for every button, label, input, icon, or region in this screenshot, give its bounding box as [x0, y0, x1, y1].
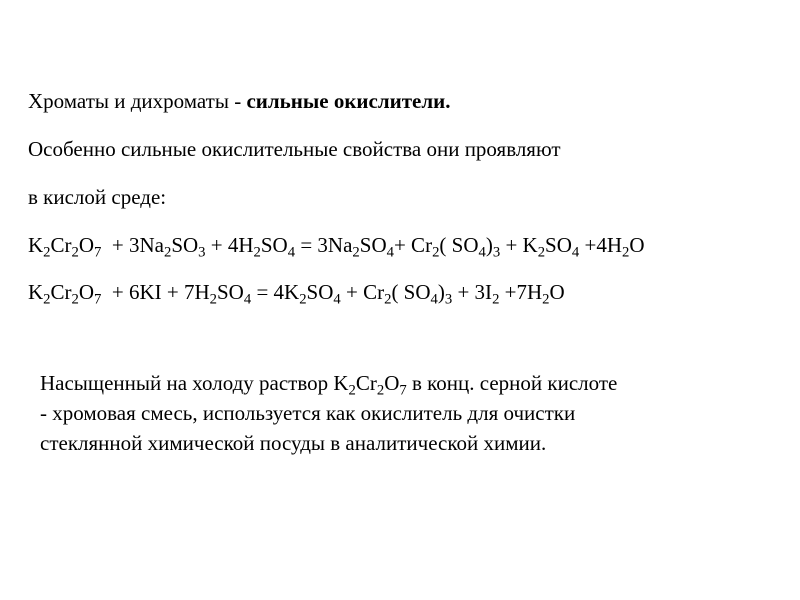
subscript: 4: [430, 291, 438, 308]
formula-text: K: [28, 280, 44, 304]
subscript: 4: [287, 244, 296, 261]
formula-text: Насыщенный на холоду раствор K: [40, 371, 349, 395]
subscript: 3: [198, 244, 206, 261]
formula-text: SO: [260, 233, 288, 257]
formula-text: SO: [171, 233, 199, 257]
formula-text: SO: [359, 233, 387, 257]
subscript: 7: [94, 244, 102, 261]
subscript: 2: [542, 291, 550, 308]
subscript: 7: [399, 382, 407, 399]
formula-text: SO: [216, 280, 244, 304]
formula-text: O: [629, 233, 645, 257]
subscript: 2: [376, 382, 385, 399]
note-line-1: [40, 368, 617, 398]
subscript: 4: [333, 291, 341, 308]
subscript: 2: [43, 291, 51, 308]
chromic-mixture-note: [40, 368, 617, 458]
formula-text: = 3Na: [295, 233, 353, 257]
formula-text: + Cr: [393, 233, 433, 257]
heading-line: [28, 88, 451, 114]
subscript: 4: [571, 244, 580, 261]
subscript: 2: [299, 291, 307, 308]
formula-text: + 3Na: [101, 233, 164, 257]
formula-text: в конц. серной кислоте: [406, 371, 618, 395]
subscript: 2: [622, 244, 630, 261]
equation-1: [28, 232, 645, 261]
subscript: 2: [163, 244, 172, 261]
note-line-2: - хромовая смесь, используется как окислитель для очистки: [40, 401, 576, 425]
subscript: 2: [71, 244, 79, 261]
subscript: 2: [43, 244, 51, 261]
formula-text: ( SO: [391, 280, 431, 304]
formula-text: + 3I: [452, 280, 493, 304]
subscript: 3: [444, 291, 453, 308]
formula-text: = 4K: [251, 280, 300, 304]
oxidizing-properties-text: Особенно сильные окислительные свойства они проявляют: [28, 137, 561, 161]
formula-text: ( SO: [439, 233, 479, 257]
subscript: 4: [386, 244, 394, 261]
formula-text: O: [78, 233, 95, 257]
formula-text: + K: [500, 233, 538, 257]
subscript: 2: [384, 291, 392, 308]
subscript: 2: [352, 244, 360, 261]
formula-text: +7H: [499, 280, 543, 304]
formula-text: SO: [545, 233, 572, 257]
heading-bold-text: сильные окислители.: [246, 89, 451, 113]
subscript: 7: [94, 291, 102, 308]
equation-2: [28, 279, 565, 308]
heading-text: Хроматы и дихроматы -: [28, 89, 247, 113]
formula-text: + 6KI + 7H: [101, 280, 210, 304]
formula-text: Cr: [50, 280, 72, 304]
formula-text: Cr: [50, 233, 72, 257]
note-line-3: стеклянной химической посуды в аналитической химии.: [40, 431, 547, 455]
formula-text: SO: [306, 280, 334, 304]
subscript: 4: [243, 291, 252, 308]
formula-text: + Cr: [340, 280, 385, 304]
subscript: 2: [492, 291, 500, 308]
subscript: 3: [492, 244, 501, 261]
subscript: 2: [348, 382, 356, 399]
subscript: 2: [71, 291, 79, 308]
formula-text: Cr: [355, 371, 377, 395]
formula-text: + 4H: [205, 233, 254, 257]
acidic-medium-text: в кислой среде:: [28, 185, 167, 209]
subscript: 2: [209, 291, 217, 308]
subscript: 2: [537, 244, 546, 261]
formula-text: O: [384, 371, 400, 395]
formula-text: K: [28, 233, 44, 257]
formula-text: ): [485, 233, 493, 257]
subscript: 2: [253, 244, 261, 261]
formula-text: O: [78, 280, 95, 304]
subscript: 2: [432, 244, 440, 261]
formula-text: O: [549, 280, 565, 304]
subscript: 4: [478, 244, 486, 261]
formula-text: +4H: [579, 233, 623, 257]
formula-text: ): [437, 280, 445, 304]
